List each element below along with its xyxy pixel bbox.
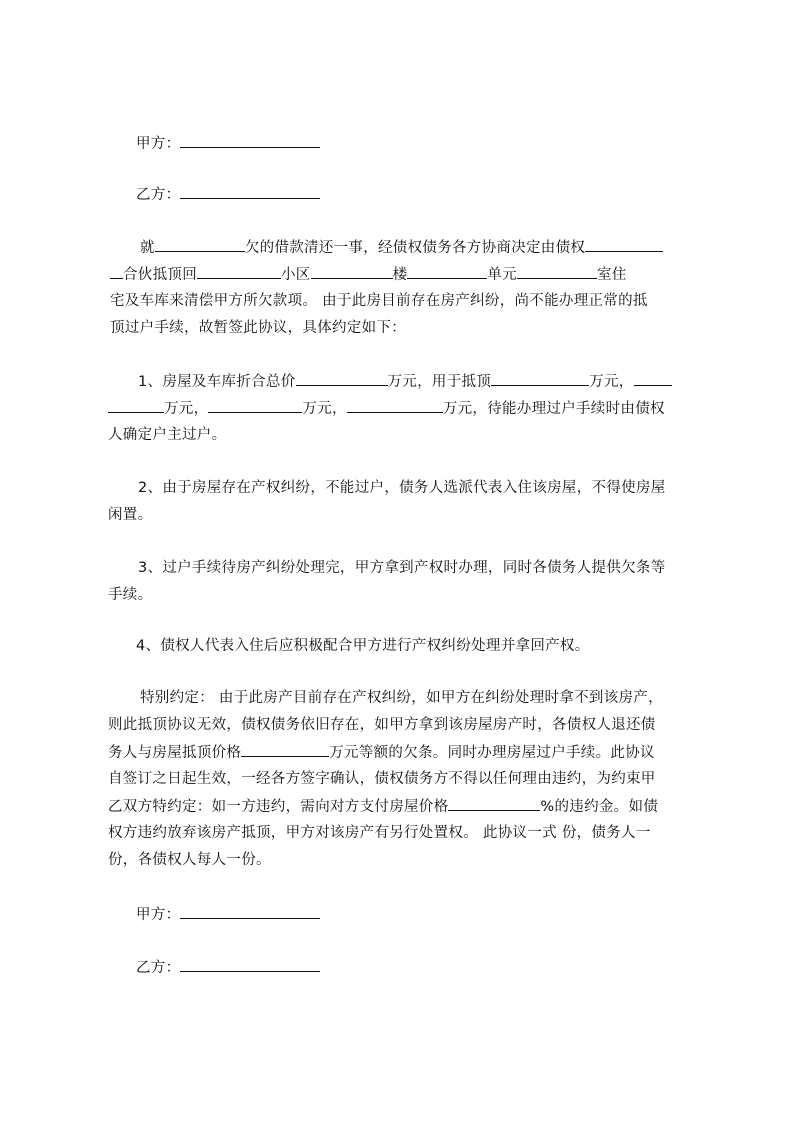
- party-b-blank: [180, 184, 320, 199]
- intro-text: 楼: [392, 267, 408, 283]
- intro-line-3: 宅及车库来清偿甲方所欠款项。 由于此房目前存在房产纠纷，尚不能办理正常的抵: [110, 293, 648, 309]
- footer-party-b-label: 乙方：: [136, 960, 181, 976]
- clause-2-line-2: 闲置。: [108, 507, 153, 523]
- clause-1-line-2: [108, 398, 665, 419]
- intro-text: 单元: [487, 267, 518, 283]
- fill-blank: [241, 742, 329, 757]
- special-line-3: [108, 742, 655, 763]
- fill-blank: [208, 398, 302, 413]
- clause-text: 万元，: [589, 374, 634, 390]
- clause-text: 万元，用于抵顶: [387, 374, 492, 390]
- fill-blank: [634, 371, 672, 386]
- special-line-5: [108, 796, 658, 817]
- special-line-4: 自签订之日起生效，一经各方签字确认，债权债务方不得以任何理由违约，为约束甲: [108, 771, 656, 787]
- intro-line-1: [140, 237, 663, 258]
- fill-blank: [296, 371, 388, 386]
- fill-blank: [197, 264, 281, 279]
- fill-blank: [517, 264, 597, 279]
- party-b-label: 乙方：: [136, 187, 181, 203]
- intro-text: 就: [140, 240, 155, 256]
- clause-2-line-1: 2、由于房屋存在产权纠纷，不能过户，债务人选派代表入住该房屋，不得使房屋: [138, 480, 666, 496]
- footer-party-a-label: 甲方：: [136, 907, 181, 923]
- clause-text: 万元，: [302, 401, 347, 417]
- fill-blank: [311, 264, 393, 279]
- clause-1-line-3: 人确定户主过户。: [108, 427, 227, 443]
- fill-blank: [491, 371, 589, 386]
- footer-party-b-blank: [180, 957, 320, 972]
- intro-text: 欠的借款清还一事，经债权债务各方协商决定由债权: [244, 240, 586, 256]
- special-line-2: 则此抵顶协议无效，债权债务依旧存在，如甲方拿到该房屋房产时，各债权人退还债: [108, 717, 656, 733]
- special-line-6: 权方违约放弃该房产抵顶，甲方对该房产有另行处置权。 此协议一式 份，债务人一: [108, 825, 651, 841]
- fill-blank: [407, 264, 487, 279]
- clause-1-line-1: [138, 371, 672, 392]
- special-text: 万元等额的欠条。同时办理房屋过户手续。此协议: [329, 745, 655, 761]
- special-line-1: 特别约定： 由于此房产目前存在产权纠纷，如甲方在纠纷处理时拿不到该房产，: [140, 690, 663, 706]
- party-a-line: [136, 133, 320, 154]
- clause-text: 1、房屋及车库折合总价: [138, 374, 296, 390]
- fill-blank: [448, 796, 540, 811]
- fill-blank: [110, 264, 123, 279]
- fill-blank: [108, 398, 164, 413]
- special-text: 乙双方特约定：如一方违约，需向对方支付房屋价格: [108, 799, 449, 815]
- fill-blank: [347, 398, 443, 413]
- intro-line-4: 顶过户手续，故暂签此协议，具体约定如下：: [110, 320, 406, 336]
- intro-line-2: [110, 264, 627, 285]
- intro-text: 合伙抵顶回: [123, 267, 197, 283]
- footer-party-a-blank: [180, 904, 320, 919]
- fill-blank: [585, 237, 663, 252]
- clause-3-line-2: 手续。: [108, 587, 153, 603]
- party-a-blank: [180, 133, 320, 148]
- clause-3-line-1: 3、过户手续待房产纠纷处理完，甲方拿到产权时办理，同时各债务人提供欠条等: [138, 560, 666, 576]
- party-b-line: [136, 184, 320, 205]
- fill-blank: [155, 237, 245, 252]
- footer-party-a-line: [136, 904, 320, 925]
- clause-4-line-1: 4、债权人代表入住后应积极配合甲方进行产权纠纷处理并拿回产权。: [136, 638, 590, 654]
- intro-text: 室住: [597, 267, 627, 283]
- clause-text: 万元，待能办理过户手续时由债权: [442, 401, 665, 417]
- special-text: 务人与房屋抵顶价格: [108, 745, 242, 761]
- clause-text: 万元，: [164, 401, 209, 417]
- footer-party-b-line: [136, 957, 320, 978]
- intro-text: 小区: [281, 267, 311, 283]
- special-text: %的违约金。如债: [540, 799, 659, 815]
- special-line-7: 份，各债权人每人一份。: [108, 852, 271, 868]
- party-a-label: 甲方：: [136, 136, 181, 152]
